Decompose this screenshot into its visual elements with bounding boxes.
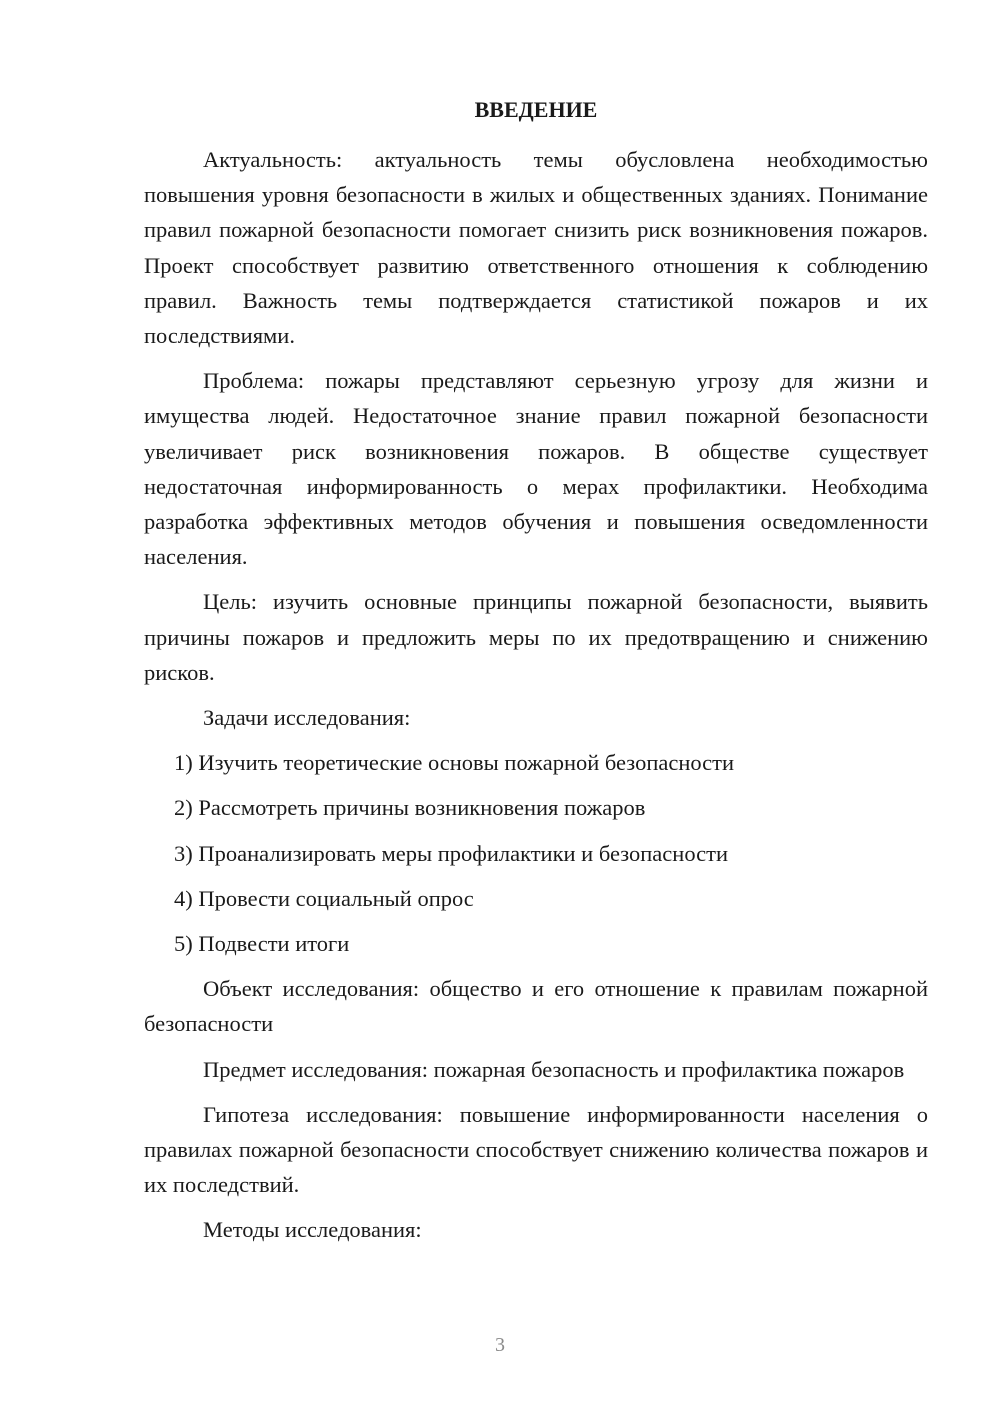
subject-paragraph: Предмет исследования: пожарная безопасность и профилактика пожаров [203, 1056, 905, 1082]
object-paragraph: Объект исследования: общество и его отношение к правилам пожарной безопасности [144, 976, 928, 1037]
task-item: 3) Проанализировать меры профилактики и безопасности [174, 840, 728, 866]
problem-paragraph: Проблема: пожары представляют серьезную угрозу для жизни и имущества людей. Недостаточное знание правил пожарной безопасности увеличивает риск возникновения пожаров. В обществе существует недостаточная информированность о мерах профилактики. Необходима разработка эффективных методов обучения и повышения осведомленности населения. [144, 368, 928, 570]
task-item: 5) Подвести итоги [174, 931, 350, 957]
task-item: 2) Рассмотреть причины возникновения пожаров [174, 795, 646, 821]
methods-heading: Методы исследования: [203, 1217, 422, 1243]
document-page [144, 94, 928, 1258]
hypothesis-paragraph: Гипотеза исследования: повышение информированности населения о правилах пожарной безопасности способствует снижению количества пожаров и их последствий. [144, 1101, 928, 1198]
page-number: 3 [495, 1334, 505, 1356]
page-title: ВВЕДЕНИЕ [474, 97, 598, 122]
tasks-heading: Задачи исследования: [203, 705, 411, 731]
goal-paragraph: Цель: изучить основные принципы пожарной безопасности, выявить причины пожаров и предложить меры по их предотвращению и снижению рисков. [144, 589, 928, 685]
relevance-paragraph: Актуальность: актуальность темы обусловлена необходимостью повышения уровня безопасности в жилых и общественных зданиях. Понимание правил пожарной безопасности помогает снизить риск возникновения пожаров. Проект способствует развитию ответственного отношения к соблюдению правил. Важность темы подтверждается статистикой пожаров и их последствиями. [144, 147, 928, 349]
task-item: 1) Изучить теоретические основы пожарной безопасности [174, 750, 735, 776]
task-item: 4) Провести социальный опрос [174, 885, 474, 911]
